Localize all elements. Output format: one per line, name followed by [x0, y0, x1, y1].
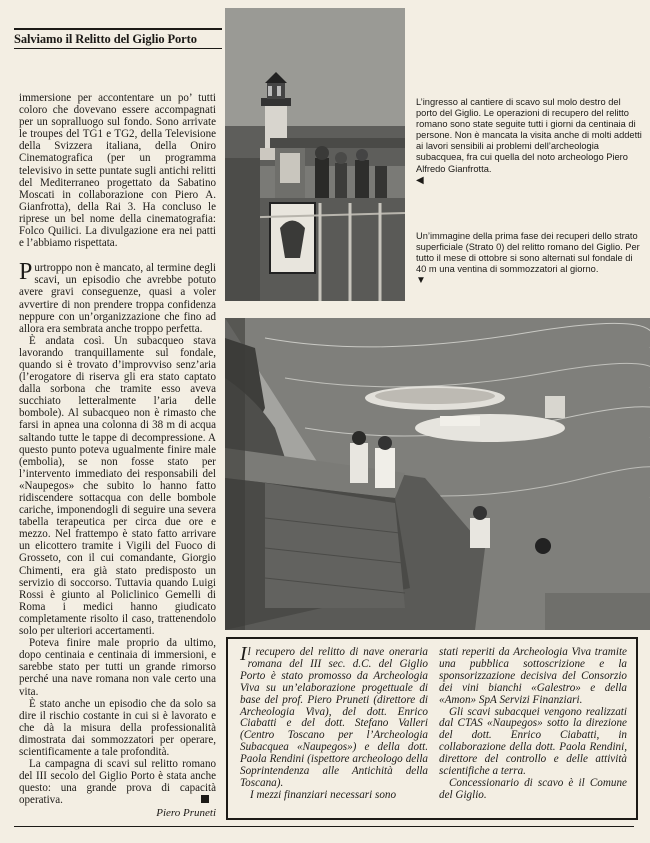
- paragraph-2-text: urtroppo non è mancato, al termine degli scavi, un episodio che avrebbe potuto avere gravi conseguenze, quasi a voler avvertire di non prendere troppa confidenza neppure con un’organizzazione che fino ad allora era sembrata anche troppo perfetta.: [19, 262, 216, 335]
- page-header: [14, 28, 222, 49]
- caption-recovery: [416, 231, 642, 287]
- paragraph-1: immersione per accontentare un po’ tutti coloro che dovevano essere accompagnati per un sopralluogo sul fondo. Sono arrivate le troupes del TG1 e TG2, della Televisione della Svizzera italiana, della Oniro Cinematografica (per un programma televisivo in sette puntate sugli antichi relitti del Mediterraneo progettato da Sabatino Moscati in collaborazione con Piero A. Gianfrotta), della Rai 3. Ha concluso le riprese un bel nome della cinematografia: Folco Quilici. La divulgazione era nei patti e l’abbiamo rispettata.: [19, 92, 216, 250]
- box-paragraph-2: I mezzi finanziari necessari sono: [250, 788, 397, 801]
- sidebar-box: [226, 637, 638, 820]
- arrow-down-icon: ▼: [416, 275, 426, 287]
- article-column: [19, 92, 216, 806]
- header-title: Salviamo il Relitto del Giglio Porto: [14, 32, 197, 46]
- paragraph-6: La campagna di scavi sul relitto romano del III secolo del Giglio Porto è stata anche questo: una grande prova di capacità operativa.: [19, 758, 216, 807]
- paragraph-3: È andata così. Un subacqueo stava lavorando tranquillamente sul fondale, quando si è trovato d’improvviso senz’aria (l’erogatore di riserva gli era stato captato dalla sorbona che tramite esso aveva succhiato letteralmente l’aria delle bombole). Al subacqueo non è rimasto che farsi in apnea una colonna di 38 m di acqua saltando tutte le tappe di decompressione. A questo punto poteva ugualmente finire male (embolia), se non fosse stato per l’intervento immediato dei responsabili del «Naupegos» che subito lo hanno fatto ridiscendere sottacqua con delle bombole cariche, imponendogli di seguire una severa tabella terapeutica per circa due ore e mezzo. Nel frattempo è stato fatto arrivare un elicottero tramite i Vigili del Fuoco di Grosseto, con il cui comandante, Giorgio Chimenti, era già stato predisposto un servizio di soccorso. Tuttavia quando Luigi Rossi è giunto al Policlinico Gemelli di Roma i medici hanno giudicato completamente risolto il caso, trattenendolo solo per ulteriori accertamenti.: [19, 334, 216, 638]
- end-mark-icon: [201, 795, 209, 803]
- caption-lighthouse-text: L’ingresso al cantiere di scavo sul molo destro del porto del Giglio. Le operazioni di recupero del relitto romano sono state seguite tutti i giorni da centinaia di persone. Non è mancata la visita anche di molti addetti ai lavori sensibili ai problemi dell’archeologia subacquea, fra cui quella del noto archeologo Piero Alfredo Gianfrotta.: [416, 97, 642, 174]
- footer-rule: [14, 826, 634, 827]
- box-initial: I: [240, 643, 247, 665]
- box-paragraph-3: stati reperiti da Archeologia Viva tramite una pubblica sottoscrizione e la sponsorizzazione decisiva del Consorzio dei vini bianchi «Galestro» e della «Amon» SpA Servizi Finanziari.: [439, 646, 627, 706]
- box-column-1: [240, 643, 428, 802]
- lighthouse-photo: [225, 8, 405, 301]
- box-paragraph-1-text: l recupero del relitto di nave oneraria romana del III sec. d.C. del Giglio Porto è stato promosso da Archeologia Viva su un’elaborazione progettuale di base del prof. Piero Pruneti (direttore di Archeologia Viva), del dott. Enrico Ciabatti e del dott. Stefano Valleri (Centro Toscano per l’Archeologia Subacquea «Naupegos») e della dott. Paola Rendini (ispettore archeologo della Soprintendenza alle Antichità della Toscana).: [240, 646, 428, 789]
- arrow-left-icon: ◀: [416, 174, 424, 186]
- caption-recovery-text: Un’immagine della prima fase dei recuperi dello strato superficiale (Strato 0) del relitto romano del Giglio. Per tutto il mese di ottobre si sono alternati sul fondale di 40 m una ventina di sommozzatori al giorno.: [416, 231, 640, 275]
- paragraph-2: [19, 259, 216, 335]
- harbor-photo: [225, 318, 650, 630]
- box-paragraph-4: Gli scavi subacquei vengono realizzati dal CTAS «Naupegos» sotto la direzione del dott. Enrico Ciabatti, in collaborazione della dott. Paola Rendini, direttore del controllo e delle attività scientifiche a terra.: [439, 705, 627, 778]
- box-column-2: [439, 647, 627, 802]
- lighthouse-photo-graphic: [225, 8, 405, 301]
- caption-lighthouse: [416, 97, 642, 187]
- harbor-photo-graphic: [225, 318, 650, 630]
- drop-cap: P: [19, 259, 33, 286]
- box-paragraph-5: Concessionario di scavo è il Comune del Giglio.: [439, 776, 627, 801]
- author-signature: Piero Pruneti: [156, 807, 216, 819]
- box-paragraph-1: [240, 643, 428, 790]
- paragraph-4: Poteva finire male proprio da ultimo, dopo centinaia e centinaia di immersioni, e sarebbe stato per tutti un grande rimorso perché una nave romana non vale certo una vita.: [19, 637, 216, 698]
- paragraph-5: È stato anche un episodio che da solo sa dire il rischio costante in cui si è lavorato e che dà la misura della professionalità dimostrata dai sommozzatori per operare, scientificamente a tale profondità.: [19, 697, 216, 758]
